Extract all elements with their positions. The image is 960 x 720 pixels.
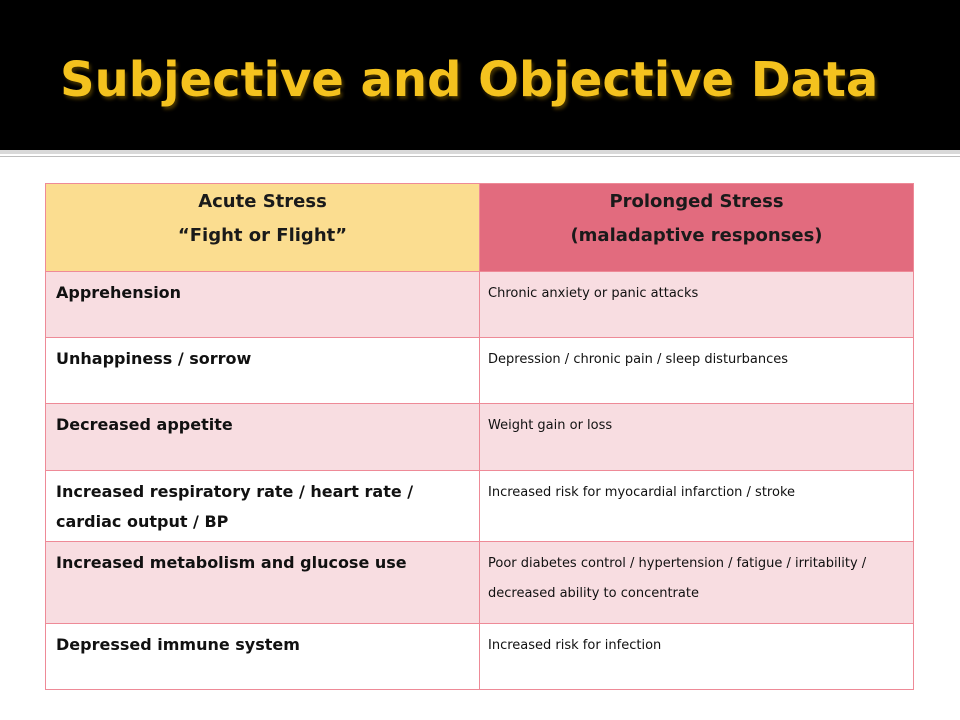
divider-line <box>0 150 960 154</box>
header-acute-subtitle: “Fight or Flight” <box>177 225 348 246</box>
table-row <box>46 338 914 404</box>
table-row <box>46 471 914 542</box>
prolonged-cell: Increased risk for infection <box>480 624 914 690</box>
acute-cell: Depressed immune system <box>46 624 480 690</box>
acute-cell: Apprehension <box>46 272 480 338</box>
acute-cell: Unhappiness / sorrow <box>46 338 480 404</box>
acute-cell: Increased respiratory rate / heart rate / cardiac output / BP <box>46 471 480 542</box>
header-acute-title: Acute Stress <box>198 191 327 212</box>
header-prolonged-title: Prolonged Stress <box>609 191 784 212</box>
header-prolonged-stress <box>480 184 914 272</box>
acute-cell: Increased metabolism and glucose use <box>46 542 480 624</box>
prolonged-cell: Weight gain or loss <box>480 404 914 471</box>
prolonged-cell: Depression / chronic pain / sleep disturbances <box>480 338 914 404</box>
table-row <box>46 272 914 338</box>
acute-cell: Decreased appetite <box>46 404 480 471</box>
title-bar <box>0 0 960 150</box>
table-row <box>46 542 914 624</box>
table-row <box>46 404 914 471</box>
divider-line-thin <box>0 156 960 157</box>
table-row <box>46 624 914 690</box>
header-acute-stress <box>46 184 480 272</box>
prolonged-cell: Chronic anxiety or panic attacks <box>480 272 914 338</box>
prolonged-cell: Poor diabetes control / hypertension / fatigue / irritability / decreased ability to concentrate <box>480 542 914 624</box>
slide-title: Subjective and Objective Data <box>60 52 879 108</box>
header-prolonged-subtitle: (maladaptive responses) <box>570 225 823 246</box>
stress-comparison-table <box>45 183 914 690</box>
prolonged-cell: Increased risk for myocardial infarction / stroke <box>480 471 914 542</box>
